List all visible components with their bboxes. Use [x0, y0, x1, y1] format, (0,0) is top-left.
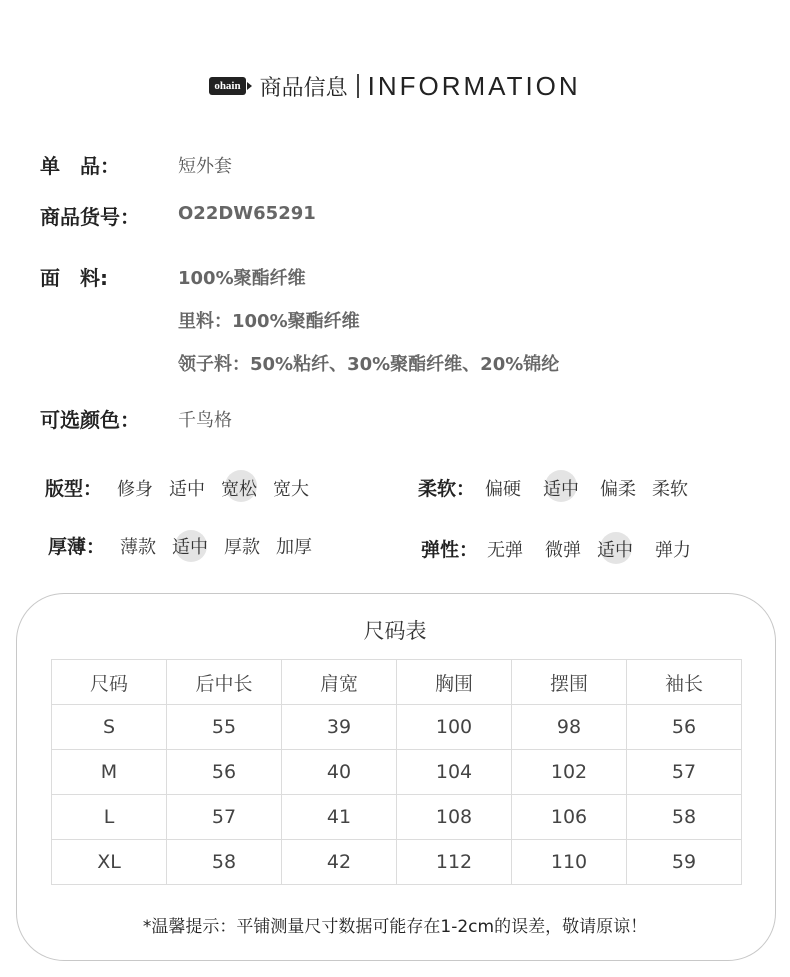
table-cell: 57: [167, 795, 282, 840]
fabric-label: 面 料:: [40, 266, 108, 290]
elasticity-option: 微弹: [545, 540, 581, 561]
play-arrow-icon: [247, 82, 252, 90]
table-cell: 104: [397, 750, 512, 795]
table-cell: S: [52, 705, 167, 750]
table-cell: 112: [397, 840, 512, 885]
softness-label: 柔软：: [418, 478, 476, 500]
header-title-en: INFORMATION: [367, 70, 581, 101]
table-cell: L: [52, 795, 167, 840]
fit-option: 适中: [169, 479, 205, 500]
elasticity-option: 无弹: [487, 540, 523, 561]
table-cell: 58: [627, 795, 742, 840]
softness-option: 偏硬: [485, 479, 521, 500]
section-header: [0, 66, 790, 106]
brand-logo-text: ohain: [209, 77, 245, 95]
header-divider: [357, 74, 359, 98]
table-cell: 40: [282, 750, 397, 795]
size-table: [51, 659, 742, 885]
code-label: 商品货号：: [40, 205, 140, 229]
table-cell: XL: [52, 840, 167, 885]
fit-option: 宽大: [273, 479, 309, 500]
color-value: 千鸟格: [178, 410, 232, 431]
table-row: [52, 795, 742, 840]
elasticity-option-selected: 适中: [597, 540, 633, 561]
table-cell: 58: [167, 840, 282, 885]
elasticity-label: 弹性：: [421, 539, 479, 561]
table-row: [52, 705, 742, 750]
thickness-option-selected: 适中: [172, 537, 208, 558]
table-cell: 108: [397, 795, 512, 840]
thickness-label: 厚薄：: [48, 536, 106, 558]
code-value: O22DW65291: [178, 203, 316, 224]
header-title-cn: 商品信息: [259, 75, 348, 101]
fabric-line: 领子料：50%粘纤、30%聚酯纤维、20%锦纶: [178, 354, 560, 375]
table-row: [52, 750, 742, 795]
table-cell: 102: [512, 750, 627, 795]
color-label: 可选颜色：: [40, 408, 140, 432]
table-cell: 106: [512, 795, 627, 840]
table-cell: 55: [167, 705, 282, 750]
softness-option-selected: 适中: [543, 479, 579, 500]
fabric-line: 里料：100%聚酯纤维: [178, 311, 360, 332]
thickness-option: 薄款: [120, 537, 156, 558]
brand-logo: [209, 77, 251, 95]
softness-option: 柔软: [652, 479, 688, 500]
table-header-cell: 肩宽: [282, 660, 397, 705]
measurement-tip: *温馨提示：平铺测量尺寸数据可能存在1-2cm的误差，敬请原谅！: [142, 917, 648, 937]
table-cell: 100: [397, 705, 512, 750]
table-row: [52, 840, 742, 885]
table-cell: 57: [627, 750, 742, 795]
item-value: 短外套: [178, 156, 232, 177]
fit-option: 修身: [117, 479, 153, 500]
thickness-option: 加厚: [276, 537, 312, 558]
table-header-cell: 尺码: [52, 660, 167, 705]
elasticity-option: 弹力: [655, 540, 691, 561]
table-cell: 110: [512, 840, 627, 885]
fit-label: 版型：: [45, 478, 103, 500]
table-cell: 59: [627, 840, 742, 885]
table-header-cell: 后中长: [167, 660, 282, 705]
item-label: 单 品：: [40, 154, 120, 178]
size-chart-title: 尺码表: [363, 619, 427, 643]
table-cell: 39: [282, 705, 397, 750]
table-header-row: [52, 660, 742, 705]
table-cell: 41: [282, 795, 397, 840]
table-header-cell: 胸围: [397, 660, 512, 705]
table-cell: M: [52, 750, 167, 795]
table-cell: 98: [512, 705, 627, 750]
table-cell: 56: [627, 705, 742, 750]
table-cell: 56: [167, 750, 282, 795]
softness-option: 偏柔: [600, 479, 636, 500]
table-header-cell: 摆围: [512, 660, 627, 705]
table-cell: 42: [282, 840, 397, 885]
table-header-cell: 袖长: [627, 660, 742, 705]
thickness-option: 厚款: [224, 537, 260, 558]
fabric-line: 100%聚酯纤维: [178, 268, 306, 289]
fit-option-selected: 宽松: [221, 479, 257, 500]
